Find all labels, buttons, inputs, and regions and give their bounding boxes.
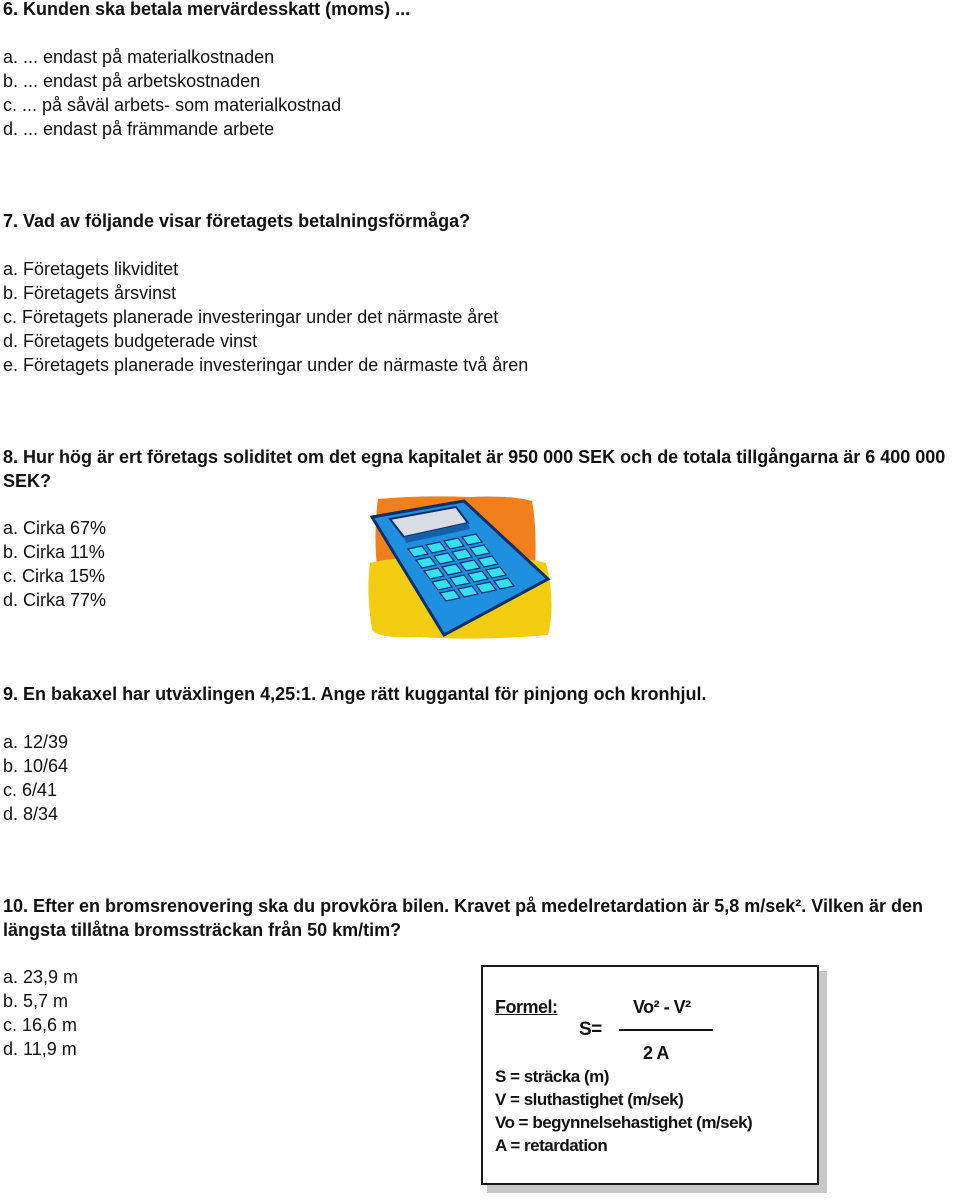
option-10b: b. 5,7 m [3,991,69,1011]
option-10a: a. 23,9 m [3,967,79,987]
question-8-title: 8. Hur hög är ert företags soliditet om det egna kapitalet är 950 000 SEK och de totala tillgångarna är 6 400 000 SEK? [3,447,946,491]
definition-a: A = retardation [495,1136,608,1155]
option-6a: a. ... endast på materialkostnaden [3,47,275,67]
question-6-options [3,45,341,141]
option-9d: d. 8/34 [3,804,59,824]
option-6c: c. ... på såväl arbets- som materialkostnad [3,95,342,115]
question-7-options [3,257,528,377]
option-8d: d. Cirka 77% [3,590,107,610]
question-9-options [3,730,68,826]
formula-numerator: Vo² - V² [633,997,691,1017]
definition-v: V = sluthastighet (m/sek) [495,1090,684,1109]
option-8c: c. Cirka 15% [3,566,106,586]
definition-vo: Vo = begynnelsehastighet (m/sek) [495,1113,753,1132]
option-7a: a. Företagets likviditet [3,259,179,279]
option-9c: c. 6/41 [3,780,58,800]
question-10-title: 10. Efter en bromsrenovering ska du provköra bilen. Kravet på medelretardation är 5,8 m/sek². Vilken är den längsta tillåtna bromssträckan från 50 km/tim? [3,896,924,940]
option-9b: b. 10/64 [3,756,69,776]
question-9-title: 9. En bakaxel har utväxlingen 4,25:1. Ange rätt kuggantal för pinjong och kronhjul. [3,684,707,704]
question-7-title: 7. Vad av följande visar företagets betalningsförmåga? [3,211,471,231]
definition-s: S = sträcka (m) [495,1067,609,1086]
option-7e: e. Företagets planerade investeringar under de närmaste två åren [3,355,529,375]
option-9a: a. 12/39 [3,732,69,752]
formula-denominator: 2 A [643,1043,669,1063]
option-8b: b. Cirka 11% [3,542,105,562]
question-6-title: 6. Kunden ska betala mervärdesskatt (moms) ... [3,0,411,19]
option-7c: c. Företagets planerade investeringar under det närmaste året [3,307,499,327]
fraction-line [619,1029,713,1031]
formula-box [481,965,819,1185]
formula-label: Formel: [495,997,558,1017]
option-10c: c. 16,6 m [3,1015,78,1035]
option-10d: d. 11,9 m [3,1039,77,1059]
option-7d: d. Företagets budgeterade vinst [3,331,258,351]
question-10-options [3,965,78,1061]
formula-lhs: S= [579,1019,602,1040]
calculator-clipart [360,493,560,641]
option-8a: a. Cirka 67% [3,518,107,538]
option-6b: b. ... endast på arbetskostnaden [3,71,261,91]
option-7b: b. Företagets årsvinst [3,283,177,303]
question-8-options [3,516,106,612]
option-6d: d. ... endast på främmande arbete [3,119,275,139]
